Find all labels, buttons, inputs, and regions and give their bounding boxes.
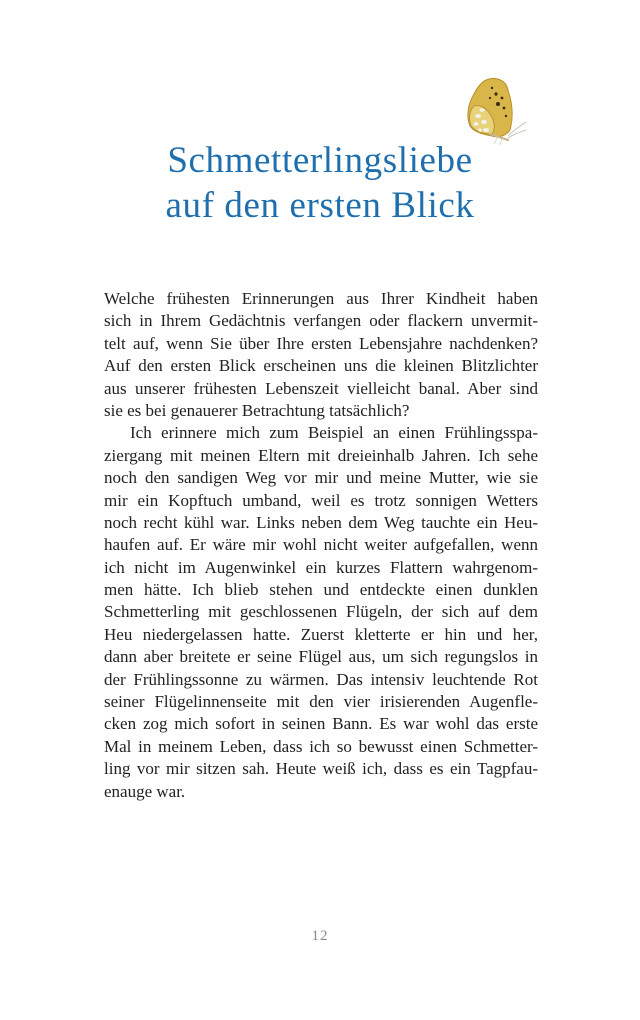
text-line: sich in Ihrem Gedächtnis verfangen oder flackern unvermit- [104, 311, 538, 331]
text-line: aus unserer frühesten Lebenszeit vielleicht banal. Aber sind [104, 378, 538, 398]
text-line: sie es bei genauerer Betrachtung tatsächlich? [104, 400, 410, 420]
text-line: dann aber breitete er seine Flügel aus, um sich regungslos in [104, 647, 538, 667]
body-text [104, 288, 538, 803]
text-line: Mal in meinem Leben, dass ich so bewusst einen Schmetter- [104, 736, 538, 756]
text-line: ziergang mit meinen Eltern mit dreieinhalb Jahren. Ich sehe [104, 445, 538, 465]
text-line: cken zog mich sofort in seinen Bann. Es war wohl das erste [104, 714, 538, 734]
chapter-title-line-2: auf den ersten Blick [165, 185, 475, 226]
text-line: der Frühlingssonne zu wärmen. Das intensiv leuchtende Rot [104, 669, 538, 689]
text-line: Auf den ersten Blick erscheinen uns die kleinen Blitzlichter [104, 356, 538, 376]
text-line: ich nicht im Augenwinkel ein kurzes Flattern wahrgenom- [104, 557, 538, 577]
text-line: haufen auf. Er wäre mir wohl nicht weiter aufgefallen, wenn [104, 535, 538, 555]
text-line: Welche frühesten Erinnerungen aus Ihrer Kindheit haben [104, 289, 538, 308]
text-line: men hätte. Ich blieb stehen und entdeckte einen dunklen [104, 580, 538, 600]
text-line: seiner Flügelinnenseite mit den vier irisierenden Augenfle- [104, 692, 538, 712]
text-line: mir ein Kopftuch umband, weil es trotz sonnigen Wetters [104, 490, 538, 510]
text-line: ling vor mir sitzen sah. Heute weiß ich, dass es ein Tagpfau- [104, 759, 538, 779]
butterfly-icon [456, 76, 528, 146]
text-line: Schmetterling mit geschlossenen Flügeln, der sich auf dem [104, 602, 538, 622]
text-line: Heu niedergelassen hatte. Zuerst kletterte er hin und her, [104, 624, 538, 644]
chapter-title [0, 138, 640, 228]
page-number: 12 [311, 928, 329, 944]
text-line: noch recht kühl war. Links neben dem Weg tauchte ein Heu- [104, 512, 538, 532]
text-line: telt auf, wenn Sie über Ihre ersten Lebensjahre nachdenken? [104, 333, 538, 353]
text-line: enauge war. [104, 781, 186, 801]
text-line: noch den sandigen Weg vor mir und meine Mutter, wie sie [104, 468, 538, 488]
text-line: Ich erinnere mich zum Beispiel an einen Frühlingsspa- [130, 423, 538, 443]
chapter-title-line-1: Schmetterlingsliebe [167, 140, 473, 181]
